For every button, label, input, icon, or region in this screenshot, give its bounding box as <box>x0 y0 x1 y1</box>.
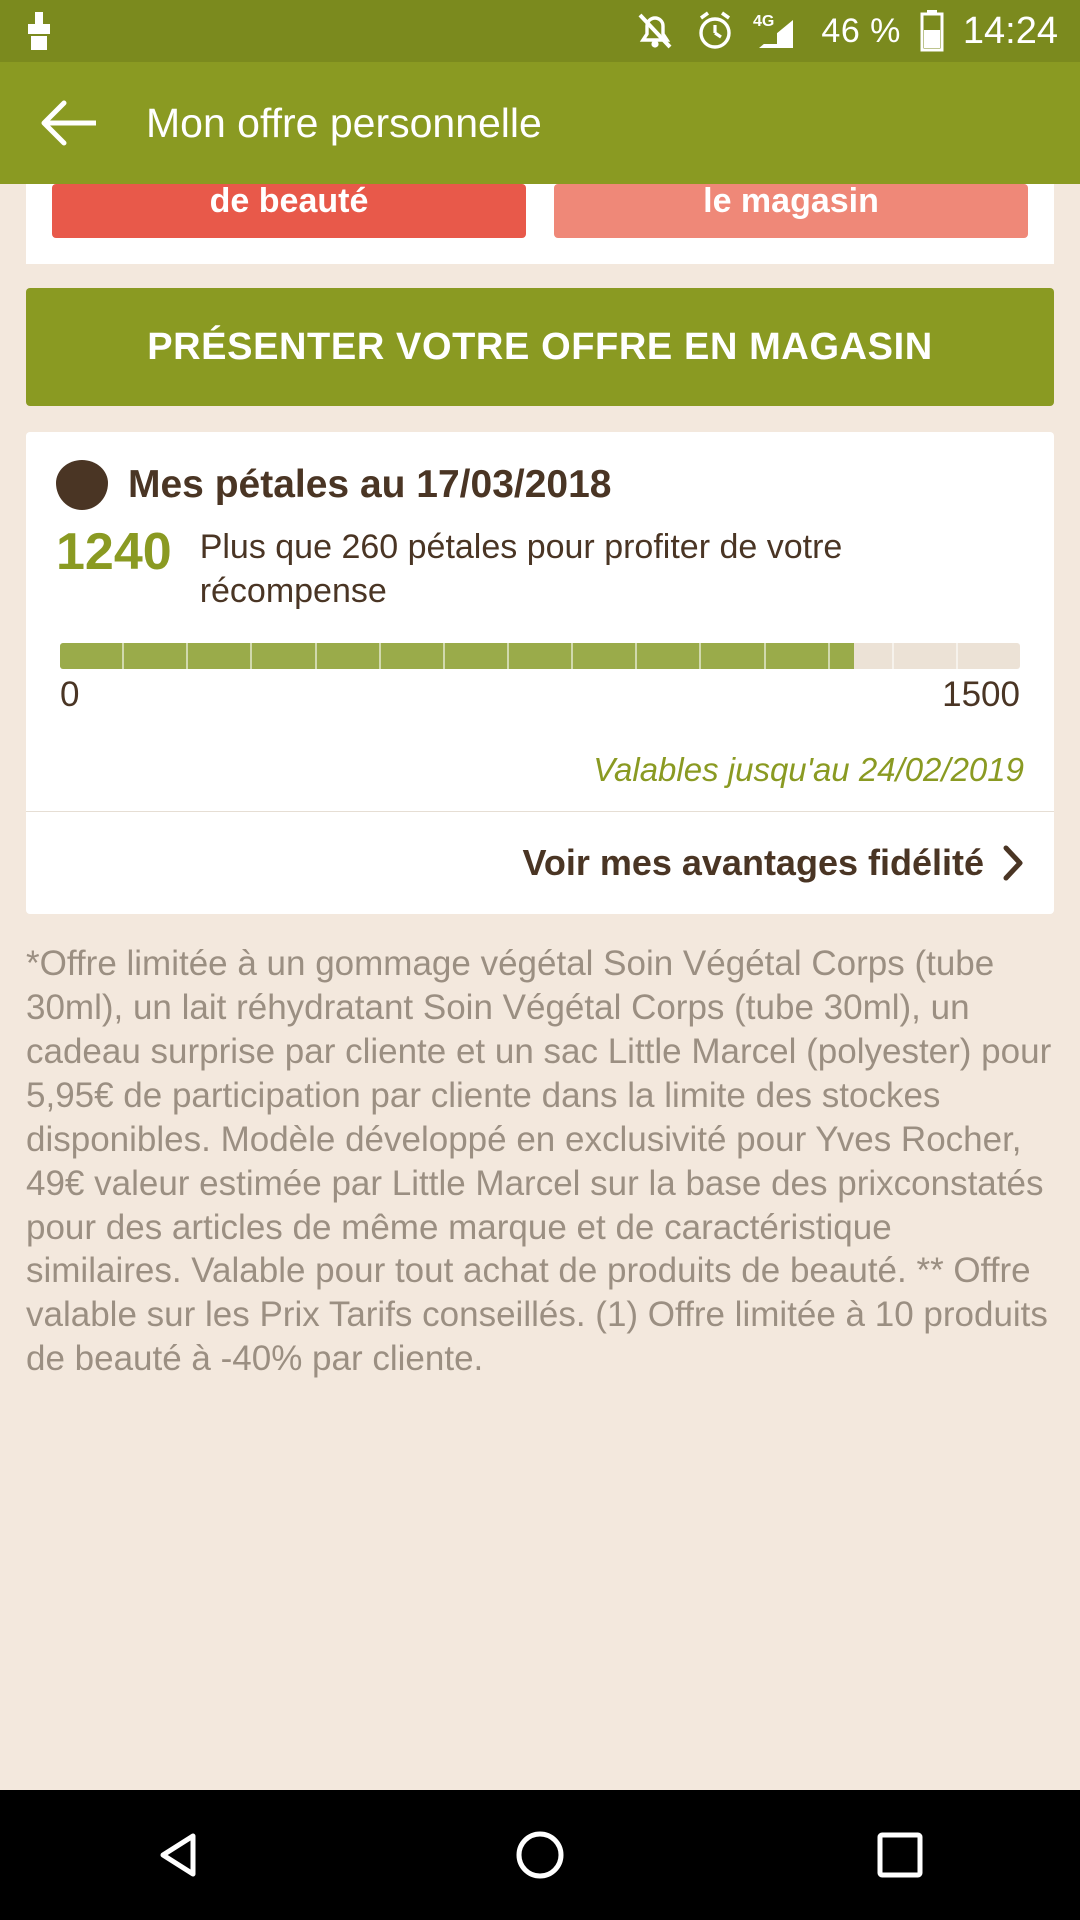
progress-min-label: 0 <box>60 675 80 715</box>
battery-percent-label: 46 % <box>821 11 901 50</box>
petal-icon <box>56 460 108 510</box>
notifications-off-icon <box>633 8 677 54</box>
progress-labels <box>60 675 1020 715</box>
status-bar-right <box>633 8 1058 54</box>
battery-icon <box>917 8 947 54</box>
nav-recents-square-icon[interactable] <box>840 1790 960 1920</box>
nav-back-triangle-icon[interactable] <box>120 1790 240 1920</box>
app-bar <box>0 62 1080 184</box>
offer-button-beaute[interactable]: de beauté <box>52 184 526 238</box>
nav-home-circle-icon[interactable] <box>480 1790 600 1920</box>
loyalty-benefits-label: Voir mes avantages fidélité <box>522 842 984 884</box>
progress-max-label: 1500 <box>942 675 1020 715</box>
status-bar-left <box>22 12 633 50</box>
svg-text:4G: 4G <box>753 13 775 30</box>
offer-buttons-card <box>26 184 1054 264</box>
petals-count: 1240 <box>56 523 172 581</box>
page-title: Mon offre personnelle <box>146 99 542 146</box>
loyalty-benefits-link[interactable] <box>26 811 1054 914</box>
scroll-content[interactable] <box>0 184 1080 1790</box>
chevron-right-icon <box>1002 845 1024 881</box>
offer-button-magasin[interactable]: le magasin <box>554 184 1028 238</box>
petals-header <box>56 460 1024 510</box>
alarm-icon <box>693 8 737 54</box>
petals-card <box>26 432 1054 914</box>
status-bar <box>0 0 1080 62</box>
back-arrow-icon[interactable] <box>40 97 100 149</box>
petals-progress <box>56 643 1024 715</box>
signal-4g-icon <box>753 8 805 54</box>
progress-track <box>60 643 1020 669</box>
petals-summary <box>56 520 1024 613</box>
legal-text: *Offre limitée à un gommage végétal Soin Végétal Corps (tube 30ml), un lait réhydratant Soin Végétal Corps (tube 30ml), un cadeau surprise par cliente et un sac Little Marcel (polyester) pour 5,95€ de participation par cliente dans la limite des stockes disponibles. Modèle développé en exclusivité pour Yves Rocher, 49€ valeur estimée par Little Marcel sur la base des prixconstatés pour des articles de même marque et de caractéristique similaires. Valable pour tout achat de produits de beauté. ** Offre valable sur les Prix Tarifs conseillés. (1) Offre limitée à 10 produits de beauté à -40% par cliente. <box>26 944 1052 1379</box>
petals-message: Plus que 260 pétales pour profiter de votre récompense <box>199 528 843 610</box>
clock-label: 14:24 <box>962 9 1058 52</box>
upload-icon <box>22 12 56 50</box>
present-offer-button[interactable]: PRÉSENTER VOTRE OFFRE EN MAGASIN <box>26 288 1054 406</box>
petals-body <box>26 432 1054 811</box>
petals-validity: Valables jusqu'au 24/02/2019 <box>593 751 1024 789</box>
system-nav-bar <box>0 1790 1080 1920</box>
petals-title: Mes pétales au 17/03/2018 <box>128 463 612 506</box>
progress-ticks <box>60 643 1020 669</box>
